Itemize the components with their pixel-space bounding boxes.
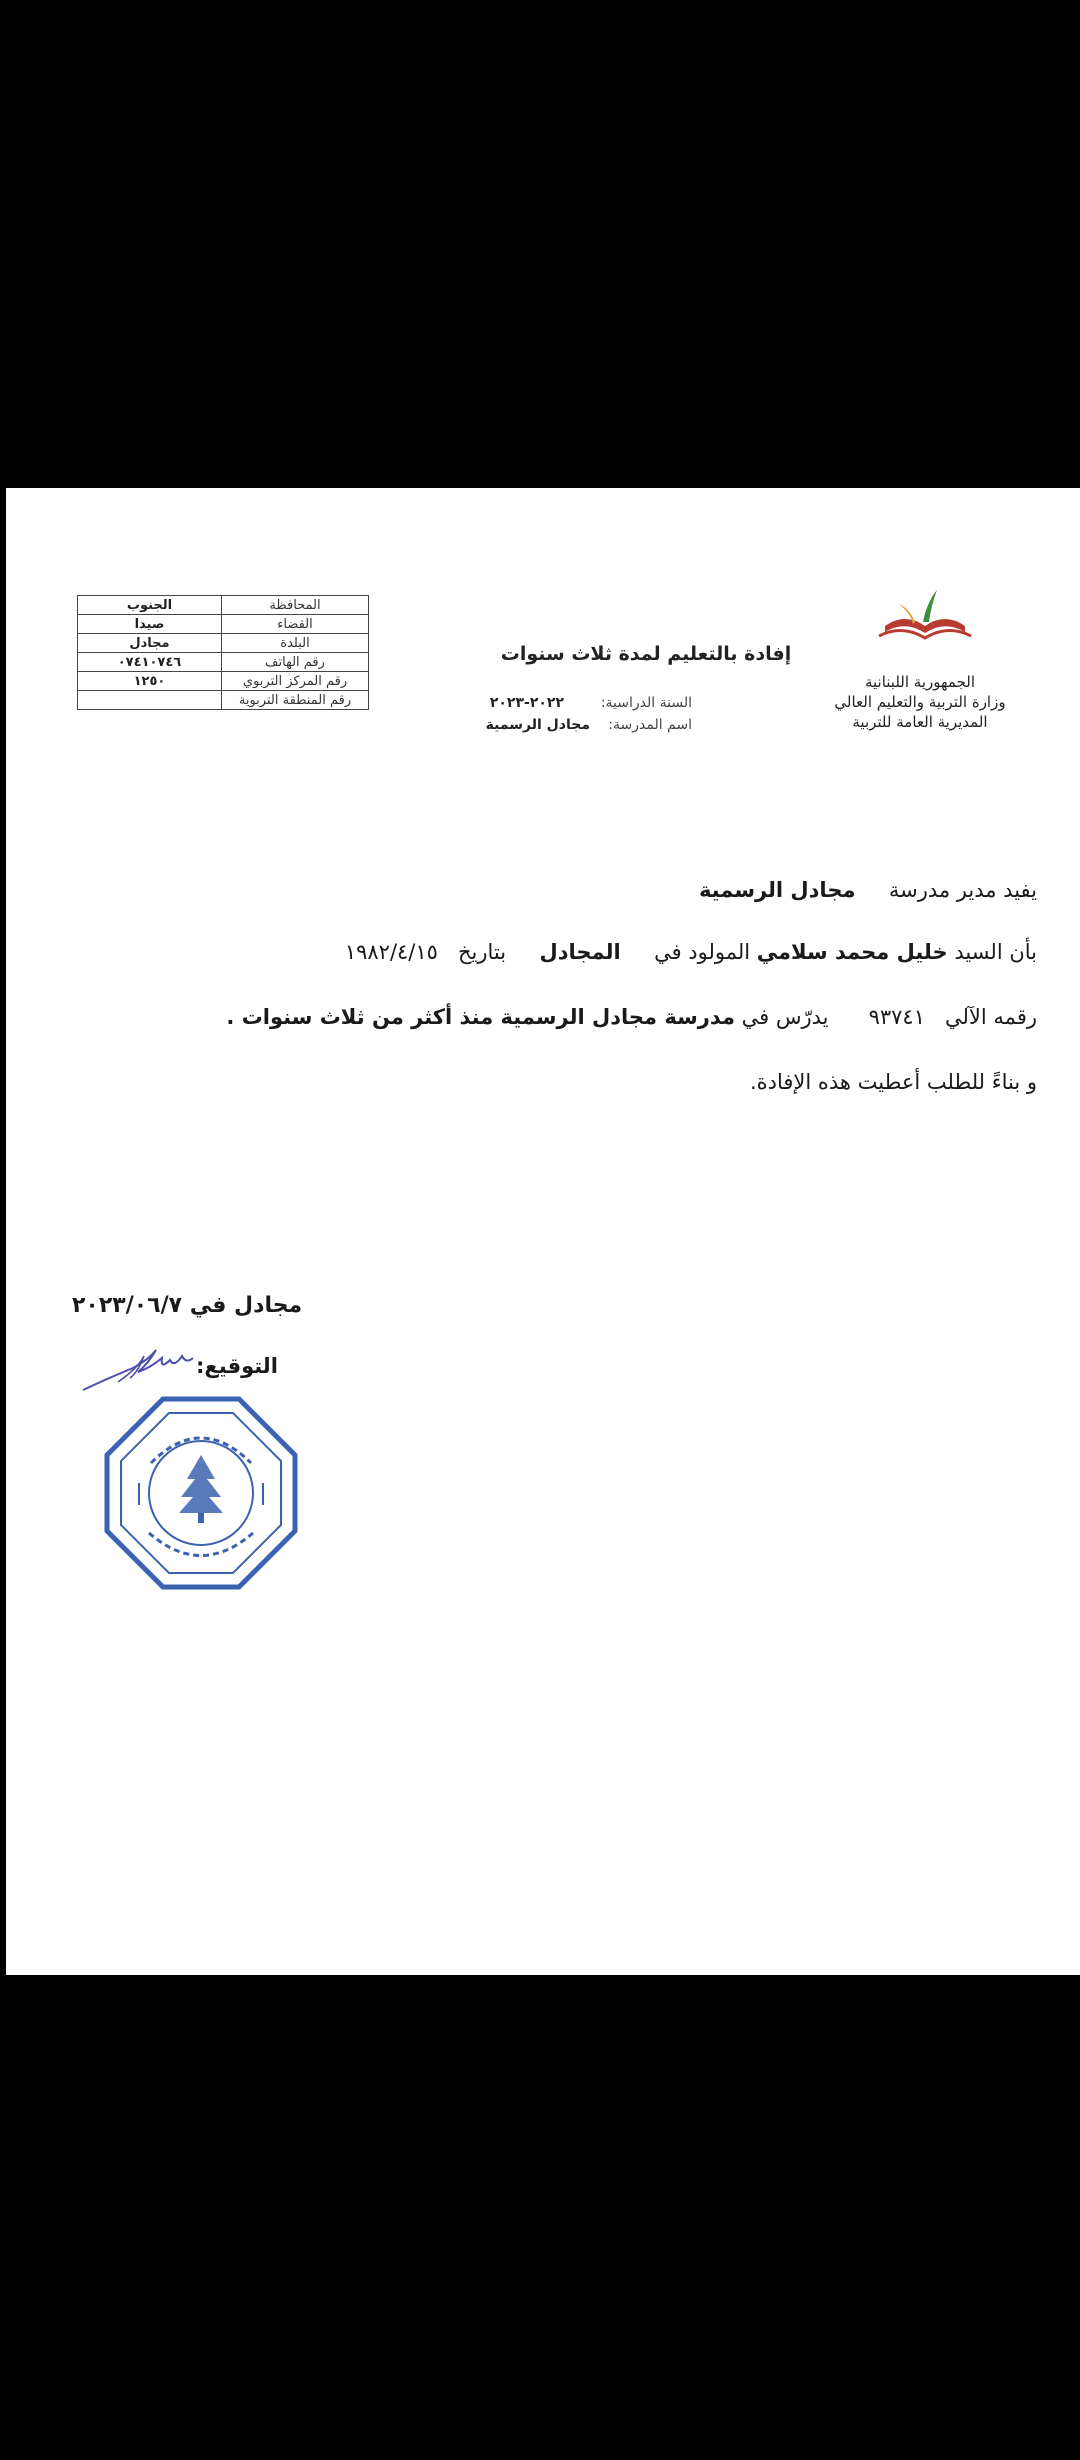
signature-label: التوقيع: <box>196 1354 278 1378</box>
ministry-logo-icon <box>865 586 985 648</box>
employee-number: ٩٣٧٤١ <box>868 1005 925 1029</box>
body-line-1: يفيد مدير مدرسة مجادل الرسمية <box>698 878 1037 902</box>
republic-line: الجمهورية اللبنانية <box>864 673 976 691</box>
table-row: القضاء صيدا <box>78 615 369 634</box>
table-row: البلدة مجادل <box>78 634 369 653</box>
teacher-name: خليل محمد سلامي <box>756 940 948 964</box>
body-line-3: رقمه الآلي ٩٣٧٤١ يدرّس في مدرسة مجادل الرسمية منذ أكثر من ثلاث سنوات . <box>226 1005 1037 1029</box>
table-row: رقم المركز التربوي ١٢٥٠ <box>78 672 369 691</box>
table-row: رقم الهاتف ٠٧٤١٠٧٤٦ <box>78 653 369 672</box>
document-title: إفادة بالتعليم لمدة ثلاث سنوات <box>500 643 792 665</box>
ministry-line: وزارة التربية والتعليم العالي <box>834 693 1006 711</box>
body-line-2: بأن السيد خليل محمد سلامي المولود في المجادل بتاريخ ١٩٨٢/٤/١٥ <box>344 940 1037 964</box>
cedar-icon <box>179 1455 223 1513</box>
ministry-header <box>820 672 1020 732</box>
document-page <box>6 488 1080 1975</box>
table-row: المحافظة الجنوب <box>78 596 369 615</box>
school-stamp-icon <box>101 1393 301 1593</box>
birth-place: المجادل <box>539 940 621 964</box>
directorate-line: المديرية العامة للتربية <box>852 713 988 731</box>
school-year-value: ٢٠٢٢-٢٠٢٣ <box>489 695 564 711</box>
teaching-statement: مدرسة مجادل الرسمية منذ أكثر من ثلاث سنوات . <box>226 1005 735 1029</box>
school-name-value: مجادل الرسمية <box>485 717 590 733</box>
school-year-label: السنة الدراسية: <box>600 695 692 711</box>
signature-icon <box>78 1338 198 1398</box>
school-info-table <box>77 595 369 710</box>
school-name-label: اسم المدرسة: <box>608 717 692 733</box>
logo-leaf-icon <box>923 590 937 622</box>
table-row: رقم المنطقة التربوية <box>78 691 369 710</box>
birth-date: ١٩٨٢/٤/١٥ <box>344 940 438 964</box>
place-and-date: مجادل في ٢٠٢٣/٠٦/٧ <box>72 1293 303 1318</box>
body-line-4: و بناءً للطلب أعطيت هذه الإفادة. <box>749 1070 1037 1094</box>
school-name: مجادل الرسمية <box>698 878 856 902</box>
